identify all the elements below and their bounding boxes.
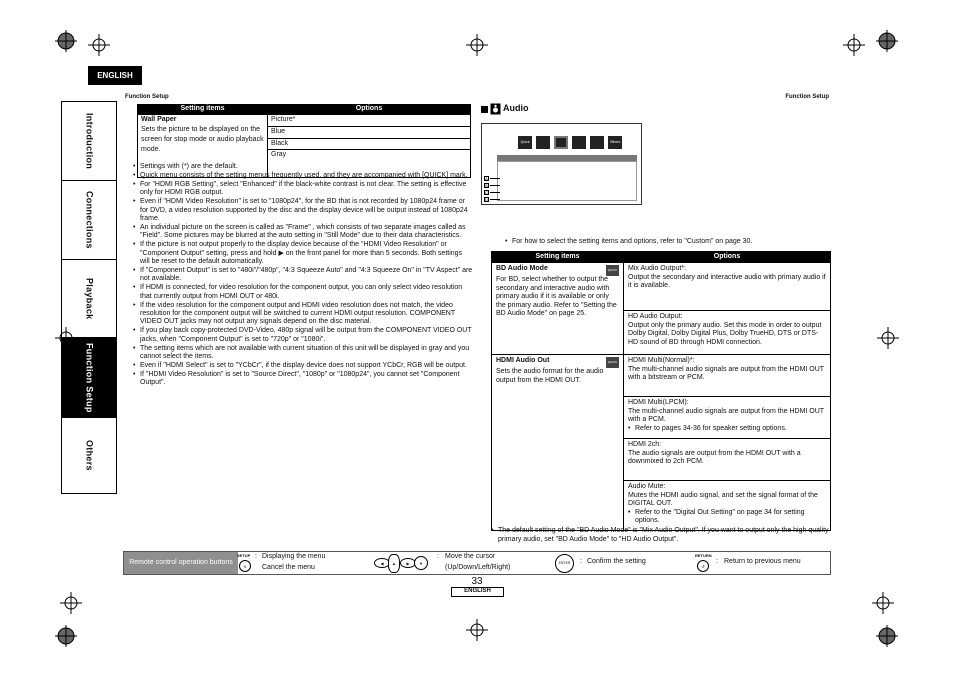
remote-control-bar: Remote control operation buttons SETUP S : Displaying the menu Cancel the menu ◀ ▲ ▶ ▼ : Move the cursor (Up/Down/Left/Right) ENTER : Confirm the setting RETURN ↺ : Return to previous menu — [123, 551, 831, 575]
cursor-up-down-icon: ▲ — [388, 554, 400, 573]
registration-mark — [872, 592, 894, 614]
note-item: • The setting items which are not available with current situation of this unit will be displayed in gray and you cannot select the items. — [133, 345, 473, 362]
quick-mark-icon: QUICK — [606, 357, 619, 368]
audio-menu-screen — [481, 123, 642, 205]
option-cell: HDMI 2ch: The audio signals are output from the HDMI OUT with a downmixed to 2ch PCM. — [624, 439, 831, 481]
setting-item-name: Wall Paper — [141, 116, 177, 123]
cursor-left-icon: ◀ — [374, 558, 390, 568]
option-cell: Blue — [268, 126, 471, 138]
language-tab: ENGLISH — [88, 66, 142, 85]
note-item: • If "HDMI Video Resolution" is set to "Source Direct", "1080p" or "1080p24", you cannot set "Component Output". — [133, 371, 473, 388]
registration-mark — [466, 619, 488, 641]
setting-item-name: BD Audio Mode — [496, 265, 548, 272]
note-item: • If HDMI is connected, for video resolution for the component output, you can only select video resolution that currently output from HDMI OUT or 480i. — [133, 284, 473, 301]
registration-mark — [60, 592, 82, 614]
registration-mark — [876, 30, 898, 52]
table-header: Setting items — [138, 105, 268, 115]
note-item: • If the picture is not output properly to the display device because of the "HDMI Video Resolution" or "Component Output" setting, press and hold ▶ on the front panel for more than 5 seconds. Both settings will be reset to the default automatically. — [133, 241, 473, 266]
setup-text-2: Cancel the menu — [262, 564, 315, 571]
table-header: Setting items — [492, 252, 624, 263]
return-button-icon: ↺ — [697, 560, 709, 572]
side-tab-connections[interactable]: Connections — [62, 181, 116, 260]
menu-tab-others: Others — [608, 136, 622, 149]
setup-text-1: Displaying the menu — [262, 553, 326, 560]
audio-section-title: Audio — [481, 103, 529, 115]
menu-tab-row — [518, 136, 622, 149]
registration-mark — [466, 34, 488, 56]
callout-line — [490, 185, 500, 186]
table-header: Options — [624, 252, 831, 263]
option-cell: HDMI Multi(LPCM): The multi-channel audio signals are output from the HDMI OUT with a PCM. • Refer to pages 34-36 for speaker setting options. — [624, 397, 831, 439]
default-note: • The default setting of the "BD Audio Mode" is "Mix Audio Output". If you want to output only the high quality primary audio, set "BD Audio Mode" to "HD Audio Output". — [491, 527, 829, 543]
option-cell: Audio Mute: Mutes the HDMI audio signal, and set the signal format of the DIGITAL OUT. • Refer to the "Digital Out Setting" on page 34 for setting options. — [624, 481, 831, 531]
header-section-right: Function Setup — [785, 94, 829, 100]
menu-callout-d: D — [485, 197, 488, 202]
return-text: Return to previous menu — [724, 558, 801, 565]
note-item: • Quick menu consists of the setting menus frequently used, and they are accompanied with [QUICK] mark. — [133, 172, 473, 180]
menu-tab-quick: Quick — [518, 136, 532, 149]
page-number: 33 — [471, 576, 483, 587]
setup-button-icon: S — [239, 560, 251, 572]
notes-list — [133, 163, 473, 388]
remote-label: Remote control operation buttons — [124, 552, 238, 574]
cursor-text-2: (Up/Down/Left/Right) — [445, 564, 511, 571]
option-cell: Gray — [268, 150, 471, 178]
side-tab-introduction[interactable]: Introduction — [62, 102, 116, 181]
registration-mark — [876, 625, 898, 647]
option-cell: HDMI Multi(Normal)*: The multi-channel audio signals are output from the HDMI OUT with a bitstream or PCM. — [624, 355, 831, 397]
setting-item-name: HDMI Audio Out — [496, 357, 550, 364]
setting-item-description: Sets the audio format for the audio output from the HDMI OUT. — [496, 368, 604, 384]
setting-item-description: For BD, select whether to output the secondary and interactive audio with primary audio if it is available or only the primary audio. Refer to "Setting the BD Audio Mode" on page 25. — [496, 276, 617, 318]
callout-line — [490, 199, 500, 200]
side-tab-playback[interactable]: Playback — [62, 260, 116, 338]
footer-language-tab: ENGLISH — [451, 587, 504, 597]
side-tab-bar — [61, 101, 117, 494]
setting-item-cell — [492, 355, 624, 531]
option-cell: Mix Audio Output*: Output the secondary and interactive audio with primary audio if it is available. — [624, 263, 831, 311]
note-item: • Even if "HDMI Video Resolution" is set to "1080p24", for the BD that is not recorded by 1080p24 frame or for DVD, a video resolution supported by the disc and the display device will be output instead of 1080p24 frame. — [133, 198, 473, 223]
setting-item-cell — [492, 263, 624, 355]
note-item: • Settings with (*) are the default. — [133, 163, 473, 171]
enter-text: Confirm the setting — [587, 558, 646, 565]
return-key-label: RETURN — [695, 553, 712, 558]
callout-line — [490, 192, 500, 193]
option-cell: HD Audio Output: Output only the primary audio. Set this mode in order to output Dolby Digital, Dolby Digital Plus, Dolby TrueHD, DTS or DTS-HD sound of BD through HDMI connection. — [624, 311, 831, 355]
audio-icon — [490, 103, 501, 115]
menu-tab-picture-icon — [536, 136, 550, 149]
option-cell: Picture* — [268, 115, 471, 127]
note-item: • If the video resolution for the component output and HDMI video resolution does not match, the video resolution for the component output will be switched to current HDMI output resolution. COMPONENT VIDEO OUT jacks may not output any signals depend on the disc material. — [133, 302, 473, 327]
menu-tab-language-icon — [572, 136, 586, 149]
callout-line — [490, 178, 500, 179]
registration-mark — [88, 34, 110, 56]
setting-item-description: Sets the picture to be displayed on the screen for stop mode or audio playback mode. — [141, 125, 264, 153]
menu-callout-a: A — [485, 176, 488, 181]
custom-note: • For how to select the setting items and options, refer to "Custom" on page 30. — [505, 238, 753, 245]
setup-key-label: SETUP — [237, 553, 251, 558]
registration-mark — [843, 34, 865, 56]
menu-callout-c: C — [485, 190, 488, 195]
note-item: • Even if "HDMI Select" is set to "YCbCr", if the display device does not support YCbCr, RGB will be output. — [133, 362, 473, 370]
audio-settings-table — [491, 251, 831, 531]
cursor-down-icon: ▼ — [414, 556, 428, 570]
table-header: Options — [268, 105, 471, 115]
quick-mark-icon: QUICK — [606, 265, 619, 276]
registration-mark — [877, 327, 899, 349]
cursor-right-icon: ▶ — [400, 558, 416, 568]
registration-mark — [55, 625, 77, 647]
note-item: • For "HDMI RGB Setting", select "Enhanced" if the black-white contrast is not clear. The setting is effective only for HDMI RGB output. — [133, 181, 473, 198]
section-square-icon — [481, 106, 488, 113]
header-section-left: Function Setup — [125, 94, 169, 100]
option-cell: Black — [268, 138, 471, 150]
note-item: • An individual picture on the screen is called as "Frame" , which consists of two separate images called as "Field". Some pictures may be blurred at the auto setting in "Still Mode" due to their data characteristics. — [133, 224, 473, 241]
menu-content-area — [497, 161, 637, 201]
registration-mark — [55, 30, 77, 52]
side-tab-others[interactable]: Others — [84, 440, 95, 471]
menu-callout-b: B — [485, 183, 488, 188]
menu-tab-hdmi-icon — [590, 136, 604, 149]
enter-button-icon: ENTER — [555, 554, 574, 573]
note-item: • If you play back copy-protected DVD-Video, 480p signal will be output from the COMPONENT VIDEO OUT jacks, when "Component Output" is set to "720p" or "1080i". — [133, 327, 473, 344]
side-tab-function-setup[interactable]: Function Setup — [62, 338, 116, 418]
cursor-text-1: Move the cursor — [445, 553, 496, 560]
note-item: • If "Component Output" is set to "480i"/"480p", "4:3 Squeeze Auto" and "4:3 Squeeze On" in "TV Aspect" are not available. — [133, 267, 473, 284]
menu-tab-audio-icon — [554, 136, 568, 149]
